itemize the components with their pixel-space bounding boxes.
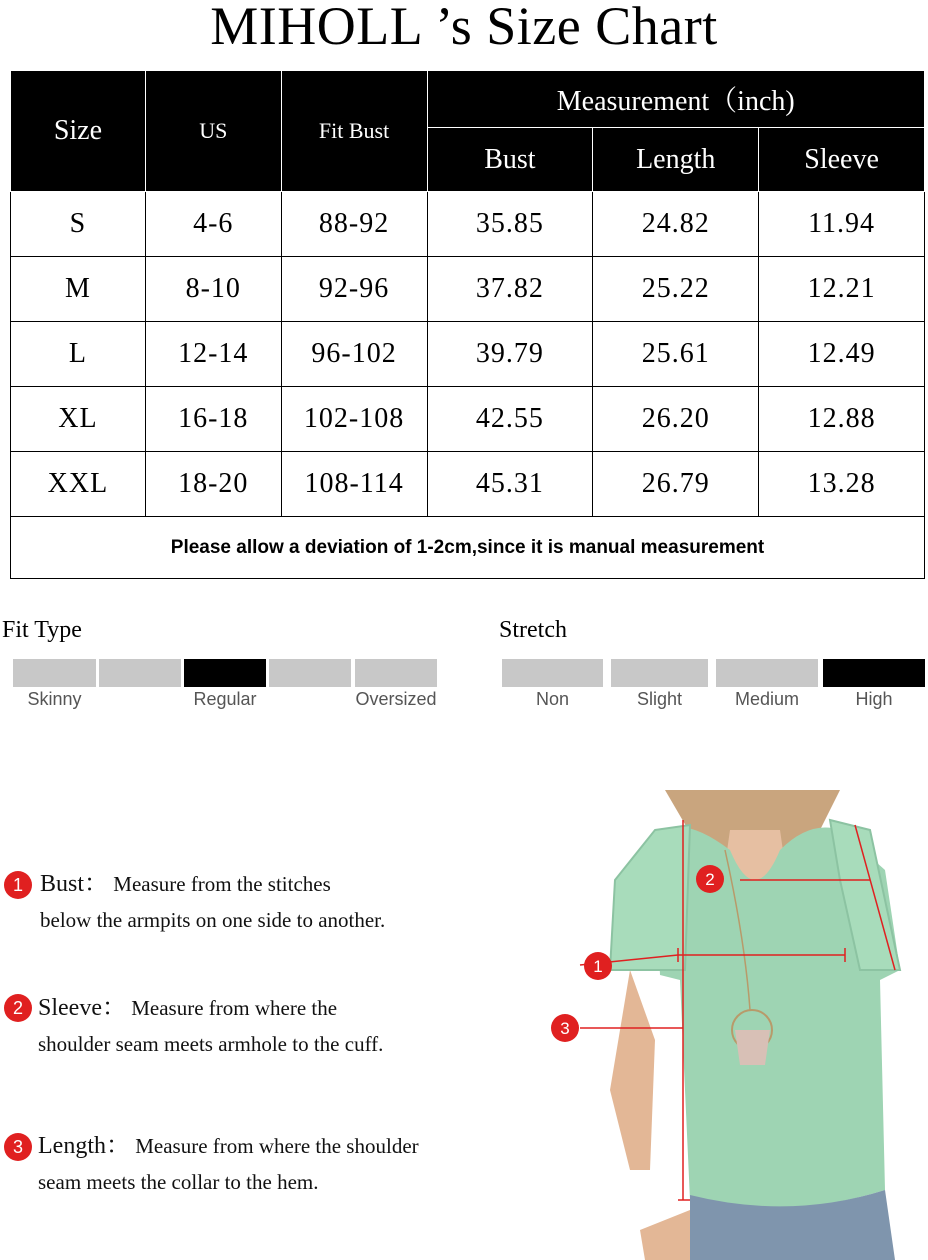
cell-fit-bust: 102-108	[281, 387, 427, 452]
header-us: US	[145, 71, 281, 192]
tassel-icon	[735, 1030, 770, 1065]
fit-label-skinny: Skinny	[27, 689, 82, 709]
cell-sleeve: 12.88	[759, 387, 925, 452]
cell-fit-bust: 88-92	[281, 192, 427, 257]
number-badge: 2	[4, 994, 32, 1022]
marker-3-label: 3	[560, 1019, 570, 1038]
instruction-text: Measure from the stitches	[113, 872, 331, 896]
page-title: MIHOLL ’s Size Chart	[210, 0, 718, 56]
instruction-title: Bust：	[40, 871, 109, 897]
header-length: Length	[593, 128, 759, 192]
cell-length: 24.82	[593, 192, 759, 257]
fit-type-title: Fit Type	[2, 617, 82, 643]
cell-sleeve: 12.21	[759, 257, 925, 322]
cell-sleeve: 11.94	[759, 192, 925, 257]
table-row	[11, 322, 925, 387]
stretch-label-medium: Medium	[734, 689, 800, 709]
cell-bust: 37.82	[427, 257, 593, 322]
cell-bust: 35.85	[427, 192, 593, 257]
marker-1-label: 1	[593, 957, 603, 976]
cell-us: 12-14	[145, 322, 281, 387]
fit-type-segment	[13, 659, 96, 687]
cell-length: 25.22	[593, 257, 759, 322]
arm-left	[610, 970, 655, 1170]
cell-length: 26.79	[593, 452, 759, 517]
garment-illustration	[540, 790, 928, 1260]
header-size: Size	[11, 71, 146, 192]
instruction-sleeve	[38, 990, 383, 1062]
number-badge: 1	[4, 871, 32, 899]
cell-us: 4-6	[145, 192, 281, 257]
cell-bust: 45.31	[427, 452, 593, 517]
fit-label-oversized: Oversized	[355, 689, 437, 709]
cell-fit-bust: 108-114	[281, 452, 427, 517]
cell-sleeve: 13.28	[759, 452, 925, 517]
cell-bust: 39.79	[427, 322, 593, 387]
cell-size: L	[11, 322, 146, 387]
stretch-label-high: High	[855, 689, 893, 709]
cell-sleeve: 12.49	[759, 322, 925, 387]
instruction-bust	[40, 866, 385, 938]
table-row	[11, 452, 925, 517]
header-measurement: Measurement（inch)	[427, 71, 925, 128]
header-bust: Bust	[427, 128, 593, 192]
cell-size: XL	[11, 387, 146, 452]
instruction-title: Length：	[38, 1133, 130, 1159]
instruction-text: seam meets the collar to the hem.	[38, 1170, 319, 1194]
instruction-text: shoulder seam meets armhole to the cuff.	[38, 1032, 384, 1056]
stretch-segment	[611, 659, 708, 687]
size-chart-table	[10, 70, 925, 579]
cell-us: 18-20	[145, 452, 281, 517]
stretch-label-slight: Slight	[636, 689, 683, 709]
header-sleeve: Sleeve	[759, 128, 925, 192]
cell-size: M	[11, 257, 146, 322]
stretch-segment	[502, 659, 603, 687]
cell-us: 16-18	[145, 387, 281, 452]
stretch-label-non: Non	[535, 689, 570, 709]
number-badge: 3	[4, 1133, 32, 1161]
fit-type-segment	[269, 659, 351, 687]
table-row	[11, 257, 925, 322]
cell-fit-bust: 96-102	[281, 322, 427, 387]
cell-length: 26.20	[593, 387, 759, 452]
stretch-segment-selected	[823, 659, 925, 687]
cell-bust: 42.55	[427, 387, 593, 452]
cell-size: XXL	[11, 452, 146, 517]
cell-length: 25.61	[593, 322, 759, 387]
hand-left	[640, 1210, 690, 1260]
marker-2-label: 2	[705, 870, 715, 889]
instruction-text: Measure from where the	[131, 996, 338, 1020]
cell-us: 8-10	[145, 257, 281, 322]
measurement-note: Please allow a deviation of 1-2cm,since it is manual measurement	[11, 517, 925, 579]
instruction-length	[38, 1128, 419, 1200]
fit-type-segment	[355, 659, 437, 687]
cell-fit-bust: 92-96	[281, 257, 427, 322]
fit-label-regular: Regular	[193, 689, 257, 709]
stretch-segment	[716, 659, 818, 687]
table-row	[11, 192, 925, 257]
instruction-title: Sleeve：	[38, 995, 126, 1021]
instruction-text: Measure from where the shoulder	[135, 1134, 419, 1158]
table-row	[11, 387, 925, 452]
header-fit-bust: Fit Bust	[281, 71, 427, 192]
stretch-title: Stretch	[499, 617, 567, 643]
instruction-text: below the armpits on one side to another.	[40, 908, 386, 932]
cell-size: S	[11, 192, 146, 257]
fit-type-segment-selected	[184, 659, 266, 687]
fit-type-segment	[99, 659, 181, 687]
